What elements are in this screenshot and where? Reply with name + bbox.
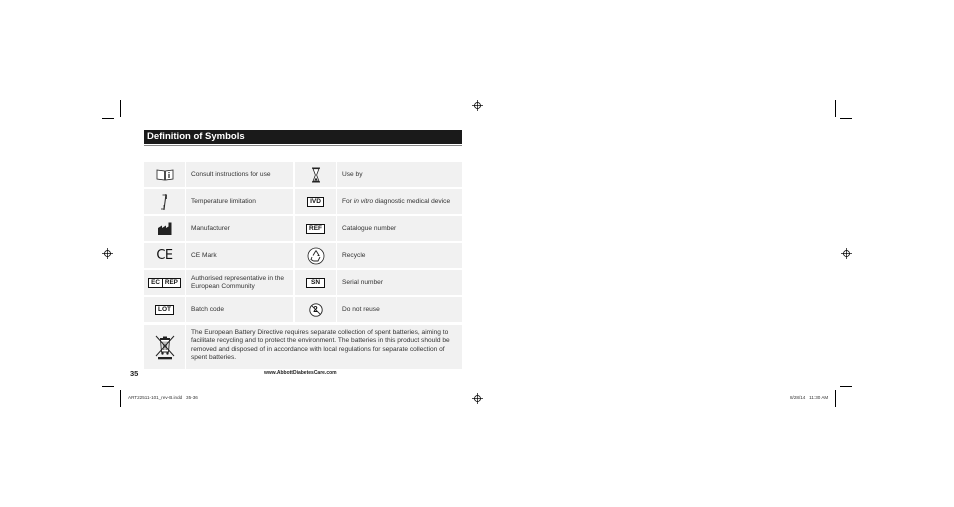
section-heading-bar	[144, 130, 462, 144]
symbol-label: Use by	[337, 162, 462, 187]
hourglass-icon	[295, 162, 336, 187]
ec-text: EC	[149, 279, 163, 287]
rep-text: REP	[164, 278, 178, 286]
symbol-label: CE Mark	[186, 243, 293, 268]
symbol-label-prefix: For	[342, 197, 354, 205]
do-not-reuse-number: 2	[313, 304, 318, 314]
ce-mark-icon	[144, 243, 185, 268]
recycle-icon	[295, 243, 336, 268]
crop-mark	[102, 118, 114, 119]
crop-mark	[120, 100, 121, 117]
symbol-label-suffix: diagnostic medical device	[373, 197, 451, 205]
ivd-box-text: IVD	[307, 197, 324, 207]
date-slug: 8/28/14 11:30 AM	[790, 395, 829, 400]
sn-box-text: SN	[306, 278, 325, 288]
crossed-bin-icon	[144, 325, 185, 369]
symbol-label: Recycle	[337, 243, 462, 268]
symbol-label: Do not reuse	[337, 297, 462, 322]
consult-instructions-icon	[144, 162, 185, 187]
symbol-label: Batch code	[186, 297, 293, 322]
do-not-reuse-symbol	[309, 303, 323, 317]
ce-mark-text: CE	[156, 248, 173, 263]
ivd-icon	[295, 189, 336, 214]
battery-directive-text: The European Battery Directive requires separate collection of spent batteries, aiming to facilitate recycling and to protect the environment. The batteries in this product should be removed and disposed of in accordance with local regulations for separate collection of spent batteries.	[186, 325, 462, 369]
footer-url[interactable]: www.AbbottDiabetesCare.com	[264, 370, 337, 376]
heading-rule	[144, 145, 462, 146]
ref-icon	[295, 216, 336, 241]
lot-icon	[144, 297, 185, 322]
crop-mark	[120, 390, 121, 407]
registration-mark-icon	[472, 393, 483, 404]
symbol-label: Consult instructions for use	[186, 162, 293, 187]
registration-mark-icon	[841, 248, 852, 259]
registration-mark-icon	[102, 248, 113, 259]
do-not-reuse-icon	[295, 297, 336, 322]
lot-box-text: LOT	[155, 305, 174, 315]
ref-box-text: REF	[306, 224, 325, 234]
file-slug: ART22511-101_rev-B.indd 35-36	[128, 395, 198, 400]
symbol-label: Serial number	[337, 270, 462, 295]
factory-icon	[144, 216, 185, 241]
crop-mark	[835, 390, 836, 407]
symbol-label: Manufacturer	[186, 216, 293, 241]
symbol-label: Authorised representative in the European Community	[186, 270, 293, 295]
page-number: 35	[130, 369, 139, 378]
symbol-label: Catalogue number	[337, 216, 462, 241]
crop-mark	[840, 386, 852, 387]
symbol-label: Temperature limitation	[186, 189, 293, 214]
symbol-label	[337, 189, 462, 214]
sn-icon	[295, 270, 336, 295]
registration-mark-icon	[472, 100, 483, 111]
symbol-label-emphasis: in vitro	[353, 197, 374, 205]
crop-mark	[840, 118, 852, 119]
ec-rep-icon	[144, 270, 185, 295]
ec-rep-box	[148, 278, 181, 288]
crop-mark	[835, 100, 836, 117]
thermometer-icon	[144, 189, 185, 214]
section-heading: Definition of Symbols	[147, 131, 245, 142]
crop-mark	[102, 386, 114, 387]
